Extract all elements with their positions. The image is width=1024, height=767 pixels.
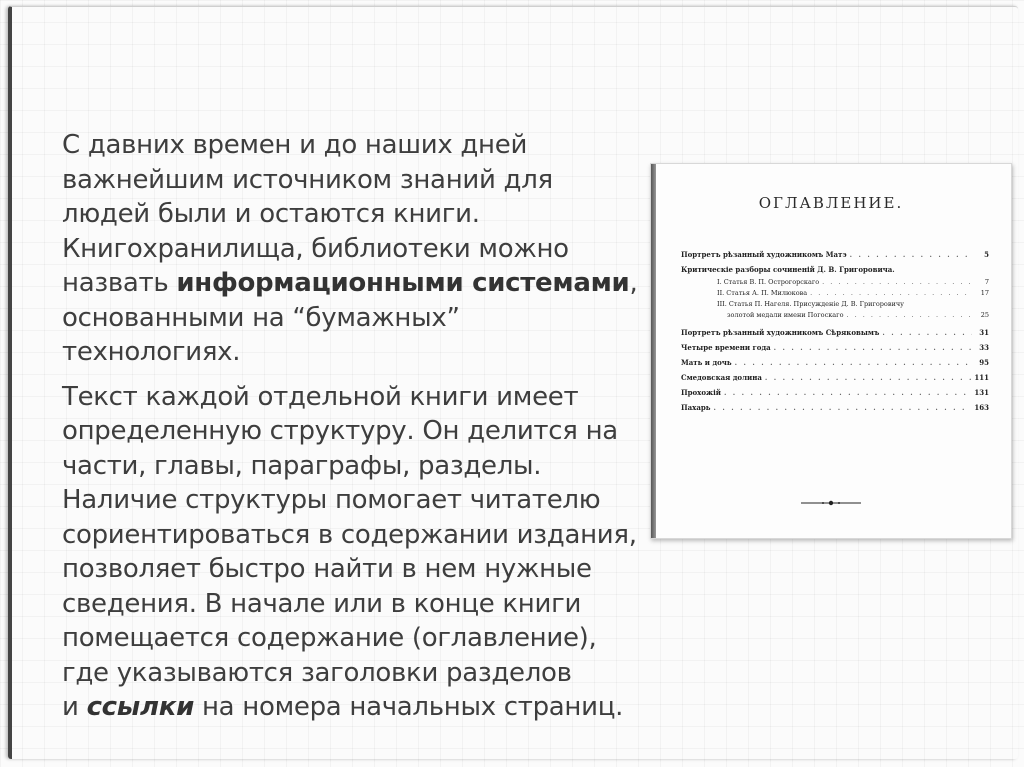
toc-leader-dots: [774, 341, 972, 354]
toc-entry-page: 25: [980, 311, 989, 319]
toc-entry: [681, 324, 989, 339]
toc-leader-dots: [735, 356, 972, 369]
text-line: части, главы, параграфы, разделы.: [62, 450, 542, 481]
emphasis-links: ссылки: [86, 692, 195, 722]
toc-entry: [681, 276, 989, 287]
text-line: Книгохранилища, библиотеки можно: [62, 233, 569, 264]
toc-entry: [681, 261, 989, 276]
toc-entry: [681, 298, 989, 309]
text-line: [62, 690, 662, 725]
toc-entry-page: 111: [974, 373, 989, 382]
toc-entry-label: I. Статья В. П. Острогорскаго: [717, 278, 820, 286]
toc-entry-label: Пахарь: [681, 403, 711, 412]
text-fragment: ,: [629, 268, 638, 298]
text-line: Текст каждой отдельной книги имеет: [62, 381, 579, 412]
toc-leader-dots: [724, 386, 971, 399]
toc-entry-label: Портретъ рѣзанный художникомъ Матэ: [681, 250, 847, 259]
toc-entry-label: Прохожій: [681, 388, 721, 397]
text-line: позволяет быстро найти в нем нужные: [62, 554, 592, 584]
text-line: сведения. В начале или в конце книги: [62, 588, 582, 619]
toc-leader-dots: [850, 248, 972, 261]
toc-entry-page: 7: [984, 278, 989, 286]
toc-entry: [681, 369, 989, 384]
toc-entry-page: 95: [979, 358, 989, 367]
text-line: сориентироваться в содержании издания,: [62, 519, 637, 550]
text-fragment: и: [62, 692, 87, 722]
text-line: основанными на “бумажных”: [62, 302, 460, 333]
toc-title: ОГЛАВЛЕНИЕ.: [758, 194, 904, 212]
text-line: Наличие структуры помогает читателю: [62, 485, 601, 515]
toc-leader-dots: [822, 277, 972, 287]
paragraph-structure: [62, 380, 662, 725]
toc-entry: [681, 246, 989, 261]
text-line: технологиях.: [62, 337, 241, 367]
slide-body-text: [62, 128, 662, 725]
text-line: где указываются заголовки разделов: [62, 657, 572, 688]
toc-leader-dots: [810, 288, 972, 298]
text-line: С давних времен и до наших дней: [62, 130, 528, 160]
toc-entry: [681, 287, 989, 298]
book-toc-image: [650, 163, 1012, 539]
toc-entry-label: Мать и дочь: [681, 358, 732, 367]
toc-leader-dots: [714, 401, 972, 414]
toc-entry: [681, 384, 989, 399]
toc-entry-label: Четыре времени года: [681, 343, 771, 352]
toc-list: [681, 246, 989, 414]
emphasis-information-systems: информационными системами: [176, 268, 630, 298]
toc-entry-label: золотой медали имени Погоскаго: [727, 311, 844, 319]
toc-entry-page: 17: [980, 289, 989, 297]
toc-entry-label: Смедовская долина: [681, 373, 762, 382]
text-line: [62, 266, 662, 301]
text-line: важнейшим источником знаний для: [62, 164, 553, 195]
toc-entry-label: II. Статья А. П. Милюкова: [717, 289, 808, 297]
text-line: помещается содержание (оглавление),: [62, 623, 597, 653]
text-fragment: на номера начальных страниц.: [194, 692, 624, 722]
toc-entry-page: 163: [974, 403, 989, 412]
toc-entry-page: 5: [984, 250, 989, 259]
text-fragment: назвать: [62, 268, 177, 298]
text-line: людей были и остаются книги.: [62, 199, 480, 229]
toc-entry: [681, 354, 989, 369]
text-line: определенную структуру. Он делится на: [62, 416, 618, 446]
toc-entry-label: III. Статья П. Нагеля. Присужденіе Д. В. Григоровичу: [717, 300, 904, 308]
toc-entry: [681, 339, 989, 354]
toc-leader-dots: [846, 310, 972, 320]
ornament-divider: [801, 499, 861, 507]
toc-entry-page: 31: [979, 328, 989, 337]
toc-leader-dots: [882, 326, 972, 339]
toc-entry-page: 33: [979, 343, 989, 352]
toc-entry-label: Критическіе разборы сочиненій Д. В. Григоровича.: [681, 265, 895, 274]
toc-leader-dots: [765, 371, 971, 384]
toc-entry-page: 131: [974, 388, 989, 397]
toc-entry-label: Портретъ рѣзанный художникомъ Сѣряковымъ: [681, 328, 880, 337]
toc-entry: [681, 399, 989, 414]
paragraph-libraries: [62, 128, 662, 370]
toc-entry: [681, 309, 989, 320]
